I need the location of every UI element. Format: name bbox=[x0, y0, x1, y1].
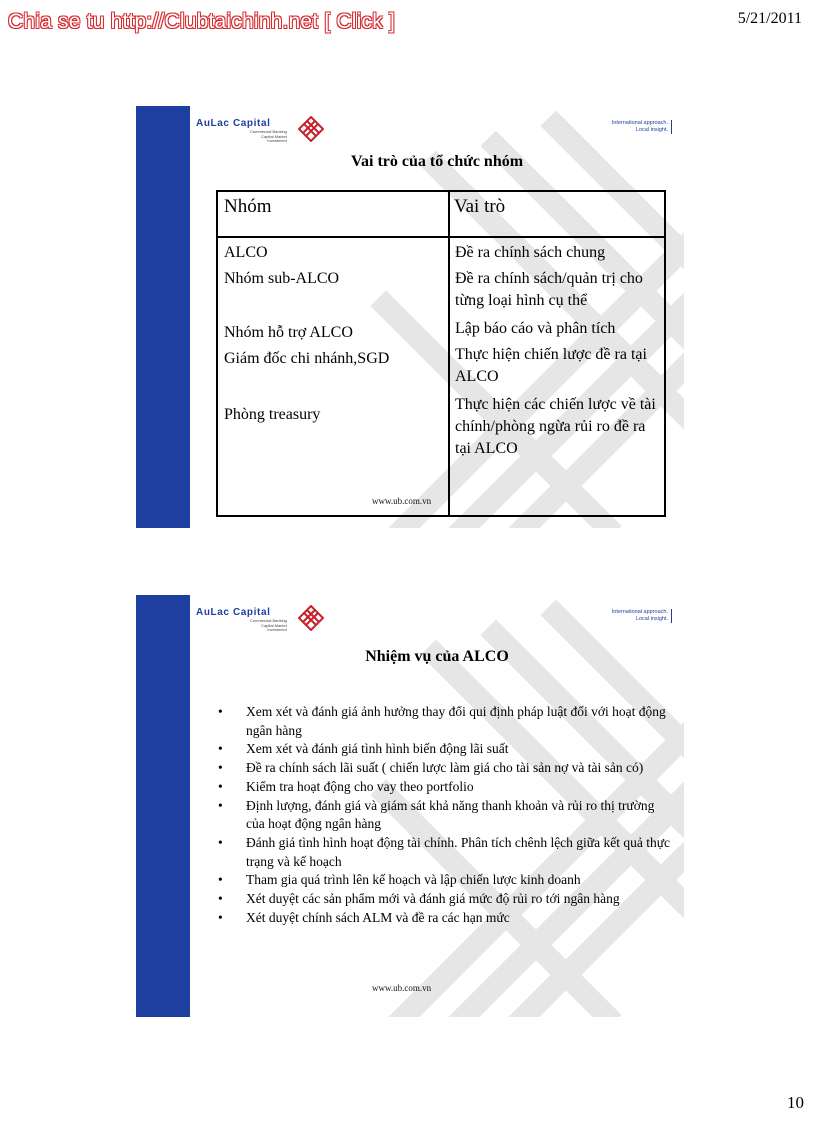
left-accent-bar bbox=[136, 595, 190, 1017]
bullet-icon: • bbox=[218, 891, 223, 907]
list-item: • Kiểm tra hoạt động cho vay theo portfolio bbox=[216, 778, 676, 797]
header-role: Vai trò bbox=[454, 196, 506, 217]
table-cell-group: Nhóm sub-ALCO bbox=[224, 270, 340, 287]
list-item: • Xét duyệt các sản phẩm mới và đánh giá mức độ rủi ro tới ngân hàng bbox=[216, 890, 676, 909]
list-item: • Đề ra chính sách lãi suất ( chiến lược làm giá cho tài sản nợ và tài sản có) bbox=[216, 759, 676, 778]
list-item: • Đánh giá tình hình hoạt động tài chính. Phân tích chênh lệch giữa kết quả thực trạng và kế hoạch bbox=[218, 834, 671, 869]
bullet-icon: • bbox=[218, 909, 223, 925]
watermark-link[interactable]: Chia se tu http://Clubtaichinh.net [ Click ] bbox=[8, 10, 395, 33]
list-item: • Xét duyệt chính sách ALM và đề ra các hạn mức bbox=[216, 909, 676, 928]
bullet-icon: • bbox=[218, 704, 223, 719]
company-logo bbox=[196, 116, 326, 150]
slide-roles bbox=[136, 106, 684, 528]
slide-alco-tasks bbox=[136, 595, 684, 1017]
table-cell-group: Giám đốc chi nhánh,SGD bbox=[224, 350, 390, 367]
slide-title: Vai trò của tổ chức nhóm bbox=[350, 153, 524, 170]
table-cell-group: Nhóm hỗ trợ ALCO bbox=[224, 324, 353, 341]
page-number: 10 bbox=[787, 1093, 804, 1112]
bullet-icon: • bbox=[218, 834, 223, 850]
table-header bbox=[218, 192, 664, 238]
logo-diamond-icon bbox=[298, 605, 324, 631]
slide-title: Nhiệm vụ của ALCO bbox=[365, 648, 509, 665]
tagline: International approach. Local insight. bbox=[612, 609, 672, 623]
list-item: • Xem xét và đánh giá tình hình biến động lãi suất bbox=[216, 740, 676, 759]
table-cell-group: ALCO bbox=[224, 244, 268, 261]
bullet-icon: • bbox=[218, 778, 223, 794]
list-item: • Tham gia quá trình lên kế hoạch và lập chiến lược kinh doanh bbox=[216, 871, 676, 890]
table-cell-group: Phòng treasury bbox=[224, 406, 321, 423]
table-cell-role: Lập báo cáo và phân tích bbox=[455, 320, 616, 337]
column-divider bbox=[448, 192, 450, 515]
logo-subtitle: Commercial Banking Capital Market Investment bbox=[250, 618, 287, 632]
logo-wordmark: AuLac Capital bbox=[196, 607, 271, 618]
print-date: 5/21/2011 bbox=[737, 10, 802, 27]
bullet-icon: • bbox=[218, 797, 223, 813]
footer-url: www.ub.com.vn bbox=[372, 496, 432, 506]
task-list bbox=[216, 703, 676, 927]
tagline: International approach. Local insight. bbox=[612, 120, 672, 134]
company-logo bbox=[196, 605, 326, 639]
bullet-icon: • bbox=[218, 872, 223, 888]
table-cell-role: Thực hiện chiến lược đề ra tại ALCO bbox=[455, 346, 647, 385]
list-item: • Định lượng, đánh giá và giám sát khả năng thanh khoản và rủi ro thị trường của hoạt động ngân hàng bbox=[218, 797, 655, 832]
list-item: • Xem xét và đánh giá ảnh hưởng thay đổi qui định pháp luật đối với hoạt động ngân hàng bbox=[218, 704, 666, 738]
table-cell-role: Thực hiện các chiến lược về tài chính/phòng ngừa rủi ro đề ra tại ALCO bbox=[455, 396, 656, 457]
logo-wordmark: AuLac Capital bbox=[196, 118, 271, 129]
footer-url: www.ub.com.vn bbox=[372, 983, 432, 993]
bullet-icon: • bbox=[218, 741, 223, 757]
header-group: Nhóm bbox=[224, 196, 272, 217]
logo-subtitle: Commercial Banking Capital Market Investment bbox=[250, 129, 287, 143]
logo-diamond-icon bbox=[298, 116, 324, 142]
bullet-icon: • bbox=[218, 760, 223, 776]
roles-table bbox=[216, 190, 666, 517]
table-cell-role: Đề ra chính sách/quản trị cho từng loại hình cụ thể bbox=[455, 270, 643, 309]
table-cell-role: Đề ra chính sách chung bbox=[455, 244, 606, 261]
left-accent-bar bbox=[136, 106, 190, 528]
